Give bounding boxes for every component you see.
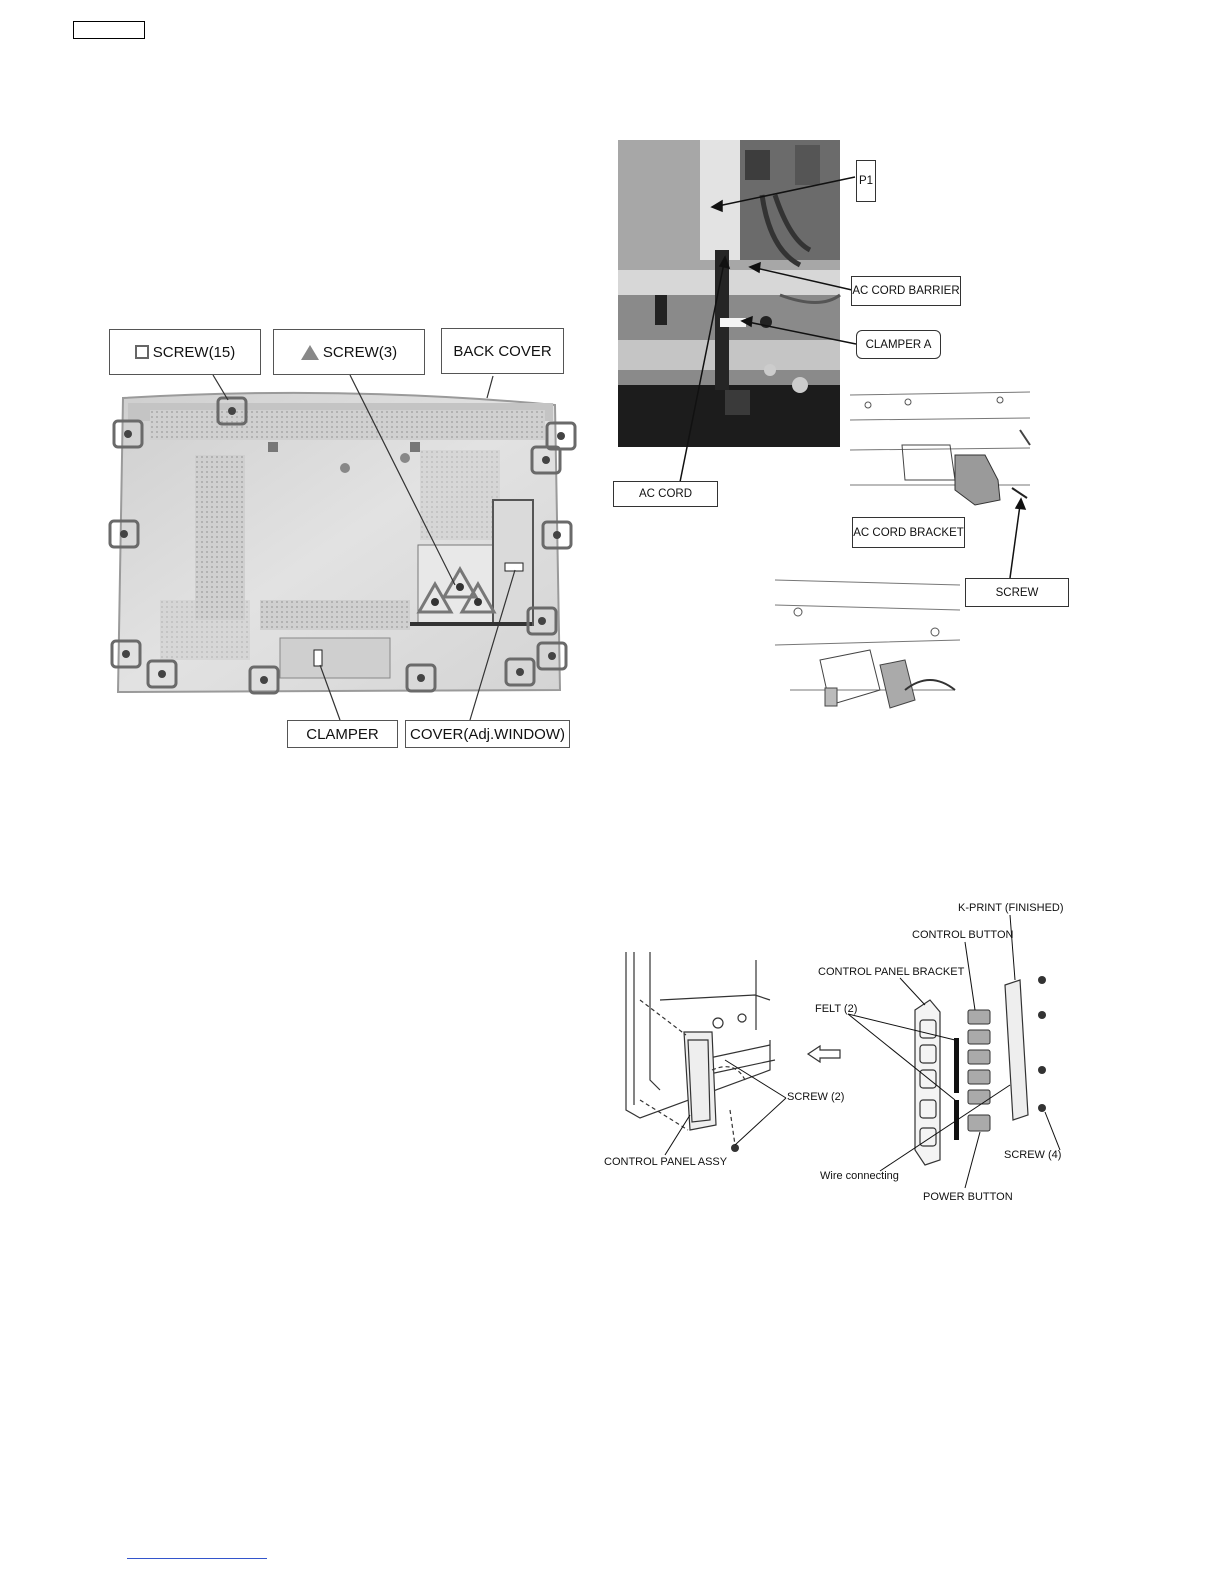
label-control-button: CONTROL BUTTON [912,929,1014,941]
label-screw-2: SCREW (2) [787,1091,845,1103]
label-k-print: K-PRINT (FINISHED) [958,902,1064,914]
label-ac-cord: AC CORD [613,481,718,507]
label-ac-cord-barrier: AC CORD BARRIER [851,276,961,306]
label-screw: SCREW [965,578,1069,607]
label-cover-adj-window: COVER(Adj.WINDOW) [405,720,570,748]
label-ac-cord-bracket: AC CORD BRACKET [852,517,965,548]
label-p1: P1 [856,160,876,202]
label-screw-4: SCREW (4) [1004,1149,1062,1161]
label-clamper: CLAMPER [287,720,398,748]
label-screw-15: SCREW(15) [109,329,261,375]
label-clamper-a: CLAMPER A [856,330,941,359]
label-back-cover: BACK COVER [441,328,564,374]
footer-link[interactable] [127,1558,267,1559]
label-wire-connecting: Wire connecting [820,1170,899,1182]
label-power-button: POWER BUTTON [923,1191,1013,1203]
label-control-panel-assy: CONTROL PANEL ASSY [604,1156,728,1168]
label-control-panel-bracket: CONTROL PANEL BRACKET [818,966,965,978]
label-felt: FELT (2) [815,1003,858,1015]
label-screw-3: SCREW(3) [273,329,425,375]
